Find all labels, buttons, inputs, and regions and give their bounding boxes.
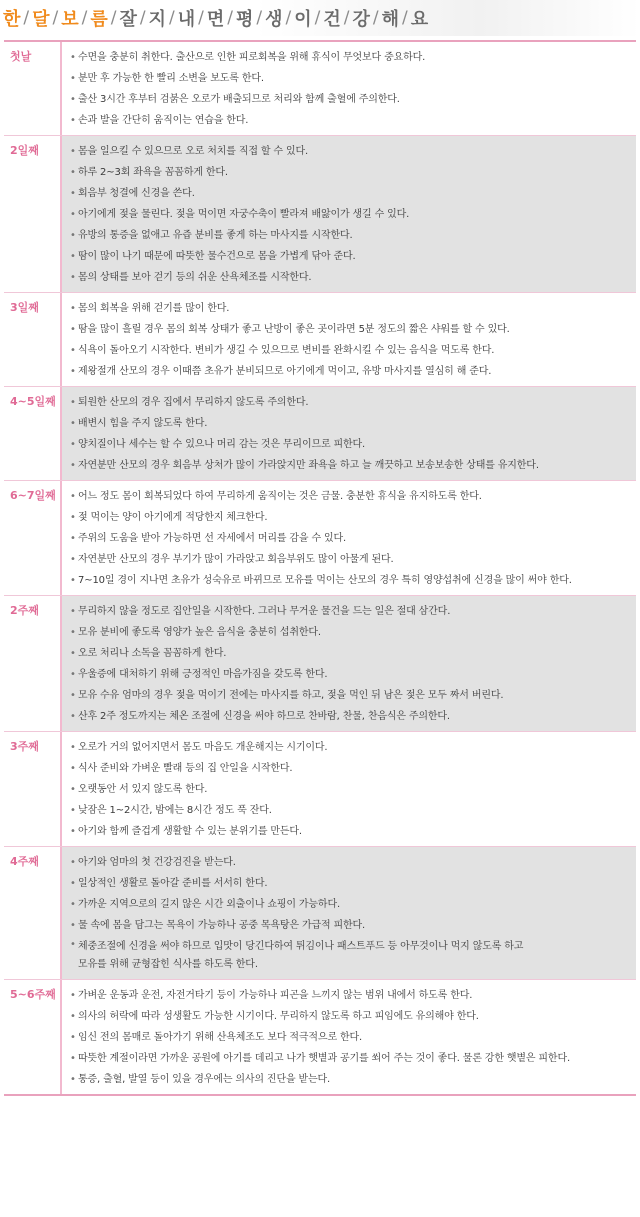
list-item <box>70 622 636 643</box>
list-item <box>70 821 636 842</box>
title-character: 한 <box>3 9 21 30</box>
list-item-text: 하루 2~3회 좌욕을 꼼꼼하게 한다. <box>78 167 228 178</box>
list-item <box>70 915 636 936</box>
bullet-icon: • <box>70 73 76 84</box>
title-separator: / <box>198 8 204 28</box>
list-item-text: 몸의 회복을 위해 걷기를 많이 한다. <box>78 303 230 314</box>
title-character: 생 <box>265 9 283 30</box>
list-item-text: 가까운 지역으로의 길지 않은 시간 외출이나 쇼핑이 가능하다. <box>78 899 340 910</box>
bullet-icon: • <box>70 439 76 450</box>
table-row <box>4 135 636 292</box>
table-row <box>4 979 636 1094</box>
title-character: 보 <box>61 9 79 30</box>
title-separator: / <box>169 8 175 28</box>
list-item <box>70 434 636 455</box>
bullet-icon: • <box>70 763 76 774</box>
title-character: 지 <box>148 9 167 30</box>
bullet-icon: • <box>70 209 76 220</box>
list-item <box>70 758 636 779</box>
list-item <box>70 361 636 382</box>
bullet-icon: • <box>70 554 76 565</box>
list-item-text: 모유 분비에 좋도록 영양가 높은 음식을 충분히 섭취한다. <box>78 627 321 638</box>
list-item-text: 체중조절에 신경을 써야 하므로 입맛이 당긴다하여 튀김이나 패스트푸드 등 아무것이나 먹지 않도록 하고 모유를 위해 균형잡힌 식사를 하도록 한다. <box>78 941 524 970</box>
bullet-icon: • <box>70 690 76 701</box>
list-item <box>70 110 636 131</box>
bullet-icon: • <box>70 575 76 586</box>
list-item <box>70 267 636 288</box>
list-item-text: 무리하지 않을 정도로 집안일을 시작한다. 그러나 무거운 물건을 드는 일은 절대 삼간다. <box>78 606 451 617</box>
list-item <box>70 225 636 246</box>
list-item-text: 몸의 상태를 보아 걷기 등의 쉬운 산욕체조를 시작한다. <box>78 272 312 283</box>
list-item <box>70 528 636 549</box>
care-list <box>62 293 636 386</box>
list-item-text: 배변시 힘을 주지 않도록 한다. <box>78 418 208 429</box>
bullet-icon: • <box>70 742 76 753</box>
list-item <box>70 68 636 89</box>
list-item-text: 주위의 도움을 받아 가능하면 선 자세에서 머리를 감을 수 있다. <box>78 533 347 544</box>
list-item <box>70 685 636 706</box>
list-item-text: 가벼운 운동과 운전, 자전거타기 등이 가능하나 피곤을 느끼지 않는 범위 내에서 하도록 한다. <box>78 990 473 1001</box>
bullet-icon: • <box>70 188 76 199</box>
list-item-text: 자연분만 산모의 경우 회음부 상처가 많이 가라앉지만 좌욕을 하고 늘 깨끗하고 보송보송한 상태를 유지한다. <box>78 460 539 471</box>
list-item-text: 유방의 통증을 없애고 유즙 분비를 좋게 하는 마사지를 시작한다. <box>78 230 353 241</box>
list-item <box>70 706 636 727</box>
care-list <box>62 732 636 846</box>
list-item-text: 아기와 함께 즐겁게 생활할 수 있는 분위기를 만든다. <box>78 826 302 837</box>
list-item-text: 양치질이나 세수는 할 수 있으나 머리 감는 것은 무리이므로 피한다. <box>78 439 366 450</box>
list-item <box>70 47 636 68</box>
list-item <box>70 455 636 476</box>
list-item-text: 땀을 많이 흘릴 경우 몸의 회복 상태가 좋고 난방이 좋은 곳이라면 5분 정도의 짧은 샤워를 할 수 있다. <box>78 324 510 335</box>
bullet-icon: • <box>70 366 76 377</box>
table-row <box>4 595 636 731</box>
period-label: 5~6주째 <box>4 980 62 1094</box>
list-item-text: 퇴원한 산모의 경우 집에서 무리하지 않도록 주의한다. <box>78 397 309 408</box>
list-item-text: 모유 수유 엄마의 경우 젖을 먹이기 전에는 마사지를 하고, 젖을 먹인 뒤 남은 젖은 모두 짜서 버린다. <box>78 690 504 701</box>
bullet-icon: • <box>70 784 76 795</box>
table-row <box>4 731 636 846</box>
title-character: 평 <box>236 9 254 30</box>
page-title <box>0 0 640 36</box>
title-character: 잘 <box>119 9 137 30</box>
list-item-text: 젖 먹이는 양이 아기에게 적당한지 체크한다. <box>78 512 268 523</box>
bullet-icon: • <box>70 878 76 889</box>
list-item <box>70 601 636 622</box>
bullet-icon: • <box>70 345 76 356</box>
list-item-text: 오로가 거의 없어지면서 몸도 마음도 개운해지는 시기이다. <box>78 742 328 753</box>
table-row <box>4 42 636 135</box>
list-item-text: 식사 준비와 가벼운 빨래 등의 집 안일을 시작한다. <box>78 763 293 774</box>
list-item <box>70 204 636 225</box>
list-item-text: 수면을 충분히 취한다. 출산으로 인한 피로회복을 위해 휴식이 무엇보다 중요하다. <box>78 52 426 63</box>
list-item-text: 낮잠은 1~2시간, 밤에는 8시간 정도 푹 잔다. <box>78 805 272 816</box>
bullet-icon: • <box>70 115 76 126</box>
period-label: 첫날 <box>4 42 62 135</box>
title-separator: / <box>256 8 263 28</box>
list-item-text: 자연분만 산모의 경우 부기가 많이 가라앉고 회음부위도 많이 아물게 된다. <box>78 554 394 565</box>
list-item-text: 통증, 출혈, 발열 등이 있을 경우에는 의사의 진단을 받는다. <box>78 1074 331 1085</box>
care-list <box>62 136 636 292</box>
list-item-text: 따뜻한 계절이라면 가까운 공원에 아기를 데리고 나가 햇볕과 공기를 쐬어 주는 것이 좋다. 물론 강한 햇볕은 피한다. <box>78 1053 570 1064</box>
bullet-icon: • <box>70 606 76 617</box>
title-character: 달 <box>32 9 50 30</box>
period-label: 6~7일째 <box>4 481 62 595</box>
bullet-icon: • <box>70 167 76 178</box>
list-item <box>70 1048 636 1069</box>
title-character: 요 <box>410 9 429 30</box>
table-row <box>4 846 636 979</box>
list-item <box>70 162 636 183</box>
list-item <box>70 664 636 685</box>
bullet-icon: • <box>70 990 76 1001</box>
title-character: 건 <box>323 9 341 30</box>
list-item <box>70 737 636 758</box>
list-item-text: 몸을 일으킬 수 있으므로 오로 처치를 직접 할 수 있다. <box>78 146 308 157</box>
table-row <box>4 480 636 595</box>
period-label: 3주째 <box>4 732 62 846</box>
list-item-text: 어느 정도 몸이 회복되었다 하여 무리하게 움직이는 것은 금물. 충분한 휴식을 유지하도록 한다. <box>78 491 482 502</box>
bullet-icon: • <box>70 512 76 523</box>
title-separator: / <box>110 8 117 28</box>
list-item <box>70 1027 636 1048</box>
list-item <box>70 340 636 361</box>
bullet-icon: • <box>70 418 76 429</box>
table-row <box>4 292 636 386</box>
list-item <box>70 507 636 528</box>
title-separator: / <box>81 8 88 28</box>
list-item-text: 물 속에 몸을 담그는 목욕이 가능하나 공중 목욕탕은 가급적 피한다. <box>78 920 366 931</box>
care-list <box>62 596 636 731</box>
bullet-icon: • <box>70 1053 76 1064</box>
list-item-text: 아기에게 젖을 물린다. 젖을 먹이면 자궁수축이 빨라져 배앓이가 생길 수 있다. <box>78 209 410 220</box>
title-separator: / <box>285 8 292 28</box>
list-item-text: 오로 처리나 소독을 꼼꼼하게 한다. <box>78 648 227 659</box>
list-item <box>70 1006 636 1027</box>
list-item-text: 오랫동안 서 있지 않도록 한다. <box>78 784 208 795</box>
title-character: 름 <box>90 9 108 30</box>
bullet-icon: • <box>70 1074 76 1085</box>
bullet-icon: • <box>70 939 76 950</box>
list-item <box>70 392 636 413</box>
list-item <box>70 873 636 894</box>
bullet-icon: • <box>70 303 76 314</box>
title-separator: / <box>23 8 30 28</box>
period-label: 4주째 <box>4 847 62 979</box>
list-item <box>70 486 636 507</box>
care-list <box>62 481 636 595</box>
care-list <box>62 980 636 1094</box>
table-row <box>4 386 636 480</box>
title-character: 이 <box>294 9 312 30</box>
list-item <box>70 319 636 340</box>
bullet-icon: • <box>70 627 76 638</box>
bullet-icon: • <box>70 52 76 63</box>
list-item <box>70 852 636 873</box>
title-separator: / <box>372 8 379 28</box>
list-item <box>70 1069 636 1090</box>
title-separator: / <box>314 8 321 28</box>
care-list <box>62 42 636 135</box>
list-item-text: 7~10일 경이 지나면 초유가 성숙유로 바뀌므로 모유를 먹이는 산모의 경우 특히 영양섭취에 신경을 많이 써야 한다. <box>78 575 572 586</box>
list-item-text: 산후 2주 정도까지는 체온 조절에 신경을 써야 하므로 찬바람, 찬물, 찬음식은 주의한다. <box>78 711 450 722</box>
list-item-text: 일상적인 생활로 돌아갈 준비를 서서히 한다. <box>78 878 268 889</box>
bullet-icon: • <box>70 272 76 283</box>
bullet-icon: • <box>70 1011 76 1022</box>
period-label: 2일째 <box>4 136 62 292</box>
bullet-icon: • <box>70 460 76 471</box>
bullet-icon: • <box>70 805 76 816</box>
bullet-icon: • <box>70 533 76 544</box>
list-item-text: 임신 전의 몸매로 돌아가기 위해 산욕체조도 보다 적극적으로 한다. <box>78 1032 363 1043</box>
list-item <box>70 246 636 267</box>
list-item <box>70 89 636 110</box>
bullet-icon: • <box>70 1032 76 1043</box>
bullet-icon: • <box>70 899 76 910</box>
bullet-icon: • <box>70 711 76 722</box>
list-item <box>70 779 636 800</box>
period-label: 3일째 <box>4 293 62 386</box>
list-item <box>70 800 636 821</box>
bullet-icon: • <box>70 146 76 157</box>
bullet-icon: • <box>70 230 76 241</box>
bullet-icon: • <box>70 826 76 837</box>
list-item <box>70 413 636 434</box>
bullet-icon: • <box>70 397 76 408</box>
title-separator: / <box>227 8 233 28</box>
title-separator: / <box>343 8 350 28</box>
title-character: 강 <box>352 9 370 30</box>
care-list <box>62 847 636 979</box>
bullet-icon: • <box>70 857 76 868</box>
title-character: 내 <box>177 9 196 30</box>
list-item-text: 식욕이 돌아오기 시작한다. 변비가 생길 수 있으므로 변비를 완화시킬 수 있는 음식을 먹도록 한다. <box>78 345 495 356</box>
title-character: 면 <box>206 9 225 30</box>
title-separator: / <box>139 8 146 28</box>
list-item <box>70 643 636 664</box>
list-item-text: 의사의 허락에 따라 성생활도 가능한 시기이다. 무리하지 않도록 하고 피임에도 유의해야 한다. <box>78 1011 479 1022</box>
list-item-text: 땀이 많이 나기 때문에 따뜻한 물수건으로 몸을 가볍게 닦아 준다. <box>78 251 356 262</box>
list-item-text: 회음부 청결에 신경을 쓴다. <box>78 188 195 199</box>
bullet-icon: • <box>70 491 76 502</box>
list-item <box>70 141 636 162</box>
list-item <box>70 894 636 915</box>
bullet-icon: • <box>70 324 76 335</box>
bullet-icon: • <box>70 251 76 262</box>
period-label: 2주째 <box>4 596 62 731</box>
list-item <box>70 549 636 570</box>
bullet-icon: • <box>70 94 76 105</box>
list-item-text: 우울증에 대처하기 위해 긍정적인 마음가짐을 갖도록 한다. <box>78 669 328 680</box>
bullet-icon: • <box>70 669 76 680</box>
list-item-text: 손과 발을 간단히 움직이는 연습을 한다. <box>78 115 249 126</box>
list-item <box>70 298 636 319</box>
title-character: 해 <box>381 9 400 30</box>
list-item-text: 분만 후 가능한 한 빨리 소변을 보도록 한다. <box>78 73 264 84</box>
list-item <box>70 570 636 591</box>
list-item <box>70 936 636 975</box>
postpartum-care-table <box>4 40 636 1096</box>
list-item-text: 제왕절개 산모의 경우 이때쯤 초유가 분비되므로 아기에게 먹이고, 유방 마사지를 열심히 해 준다. <box>78 366 492 377</box>
care-list <box>62 387 636 480</box>
bullet-icon: • <box>70 920 76 931</box>
period-label: 4~5일째 <box>4 387 62 480</box>
bullet-icon: • <box>70 648 76 659</box>
list-item <box>70 183 636 204</box>
list-item <box>70 985 636 1006</box>
title-separator: / <box>52 8 59 28</box>
title-separator: / <box>402 8 408 28</box>
list-item-text: 출산 3시간 후부터 검붉은 오로가 배출되므로 처리와 함께 출혈에 주의한다. <box>78 94 400 105</box>
list-item-text: 아기와 엄마의 첫 건강검진을 받는다. <box>78 857 236 868</box>
